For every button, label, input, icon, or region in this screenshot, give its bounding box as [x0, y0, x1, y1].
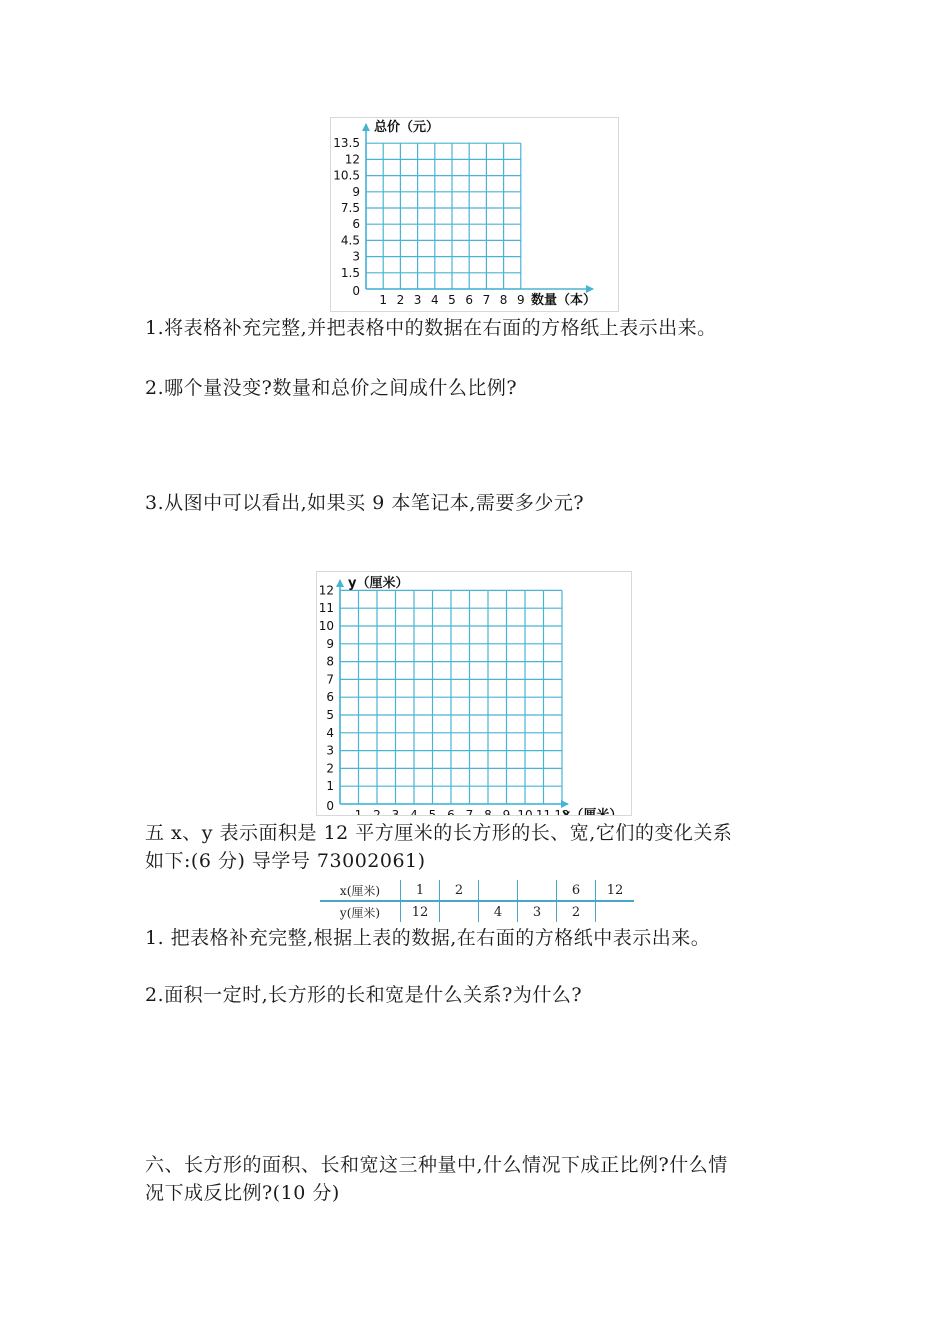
- x-tick-label: 8: [484, 808, 492, 815]
- s5-title-line-2: 如下:(6 分) 导学号 73002061): [145, 850, 426, 872]
- origin-label: 0: [352, 284, 360, 298]
- price-chart-frame: [330, 117, 619, 312]
- x-axis-title: [562, 807, 622, 815]
- s5-question-1: 1. 把表格补充完整,根据上表的数据,在右面的方格纸中表示出来。: [145, 927, 711, 949]
- table-cell: 3: [518, 901, 557, 922]
- table-cell: 1: [401, 880, 440, 901]
- table-cell: [479, 880, 518, 901]
- s4-question-1: 1.将表格补充完整,并把表格中的数据在右面的方格纸上表示出来。: [145, 317, 717, 339]
- s6-line-1: 六、长方形的面积、长和宽这三种量中,什么情况下成正比例?什么情: [145, 1154, 728, 1176]
- y-tick-label: 1.5: [340, 265, 360, 280]
- price-quantity-grid-chart: [331, 118, 618, 311]
- s4-question-2: 2.哪个量没变?数量和总价之间成什么比例?: [145, 377, 518, 399]
- y-tick-label: 5: [326, 708, 334, 722]
- x-tick-label: 5: [448, 293, 456, 307]
- table-cell: 2: [557, 901, 596, 922]
- x-tick-label: 6: [447, 808, 455, 815]
- y-tick-label: 12: [344, 152, 360, 167]
- y-tick-label: 7: [326, 672, 334, 687]
- table-cell: [518, 880, 557, 901]
- x-tick-label: 6: [465, 293, 474, 307]
- rect-chart-frame: [316, 571, 632, 816]
- origin-label: 0: [326, 799, 334, 813]
- x-tick-label: 3: [391, 808, 400, 815]
- s5-question-2: 2.面积一定时,长方形的长和宽是什么关系?为什么?: [145, 984, 583, 1006]
- y-tick-label: 6: [352, 217, 360, 232]
- x-axis-title: 数量（本）: [531, 293, 597, 308]
- x-tick-label: 11: [535, 808, 552, 815]
- x-tick-label: 9: [502, 808, 511, 815]
- x-axis-arrow: [586, 285, 594, 293]
- s5-title-line-1: 五 x、y 表示面积是 12 平方厘米的长方形的长、宽,它们的变化关系: [145, 822, 733, 844]
- x-tick-label: 1: [379, 293, 388, 307]
- s6-line-2: 况下成反比例?(10 分): [145, 1182, 340, 1204]
- x-tick-label: 5: [428, 808, 437, 815]
- y-tick-label: 10.5: [333, 168, 360, 183]
- y-tick-label: 4: [326, 725, 334, 740]
- x-tick-label: 8: [499, 293, 508, 307]
- x-axis-arrow: [561, 800, 569, 808]
- table-cell: 2: [440, 880, 479, 901]
- x-tick-label: 2: [373, 808, 381, 815]
- y-axis-arrow: [336, 579, 344, 587]
- y-tick-label: 8: [326, 654, 334, 669]
- y-axis-arrow: [362, 123, 370, 131]
- table-header-x: x(厘米): [320, 880, 401, 901]
- x-tick-label: 7: [482, 293, 491, 307]
- table-cell: [596, 901, 635, 922]
- x-tick-label: 9: [516, 293, 525, 307]
- x-tick-label: 4: [410, 808, 418, 815]
- x-tick-label: 2: [396, 293, 405, 307]
- y-tick-label: 12: [318, 583, 334, 598]
- table-cell: 6: [557, 880, 596, 901]
- x-tick-label: 10: [517, 808, 533, 815]
- x-tick-label: 12: [554, 808, 570, 815]
- x-tick-label: 3: [413, 293, 422, 307]
- s4-question-3: 3.从图中可以看出,如果买 9 本笔记本,需要多少元?: [145, 492, 585, 514]
- x-tick-label: 4: [430, 293, 439, 307]
- y-tick-label: 6: [326, 690, 334, 705]
- y-tick-label: 10: [318, 619, 334, 633]
- y-tick-label: 1: [326, 779, 334, 794]
- y-tick-label: 9: [352, 184, 360, 199]
- table-row-y: [320, 901, 634, 922]
- table-row-x: [320, 880, 634, 901]
- s5-data-table: [320, 880, 634, 922]
- x-tick-label: 7: [465, 808, 474, 815]
- table-cell: 12: [401, 901, 440, 922]
- x-tick-label: 1: [354, 808, 363, 815]
- y-tick-label: 7.5: [340, 201, 360, 215]
- table-cell: 12: [596, 880, 635, 901]
- y-tick-label: 9: [326, 636, 334, 651]
- y-tick-label: 13.5: [333, 136, 360, 151]
- length-width-grid-chart: [317, 572, 631, 815]
- y-tick-label: 3: [352, 249, 360, 264]
- table-header-y: y(厘米): [339, 905, 381, 920]
- table-cell: 4: [479, 901, 518, 922]
- y-tick-label: 2: [326, 761, 334, 776]
- y-tick-label: 4.5: [340, 233, 360, 248]
- y-axis-title: 总价（元）: [374, 120, 440, 135]
- y-tick-label: 3: [326, 743, 334, 758]
- y-axis-title: y（厘米）: [348, 576, 409, 591]
- table-cell: [440, 901, 479, 922]
- y-tick-label: 11: [318, 601, 334, 616]
